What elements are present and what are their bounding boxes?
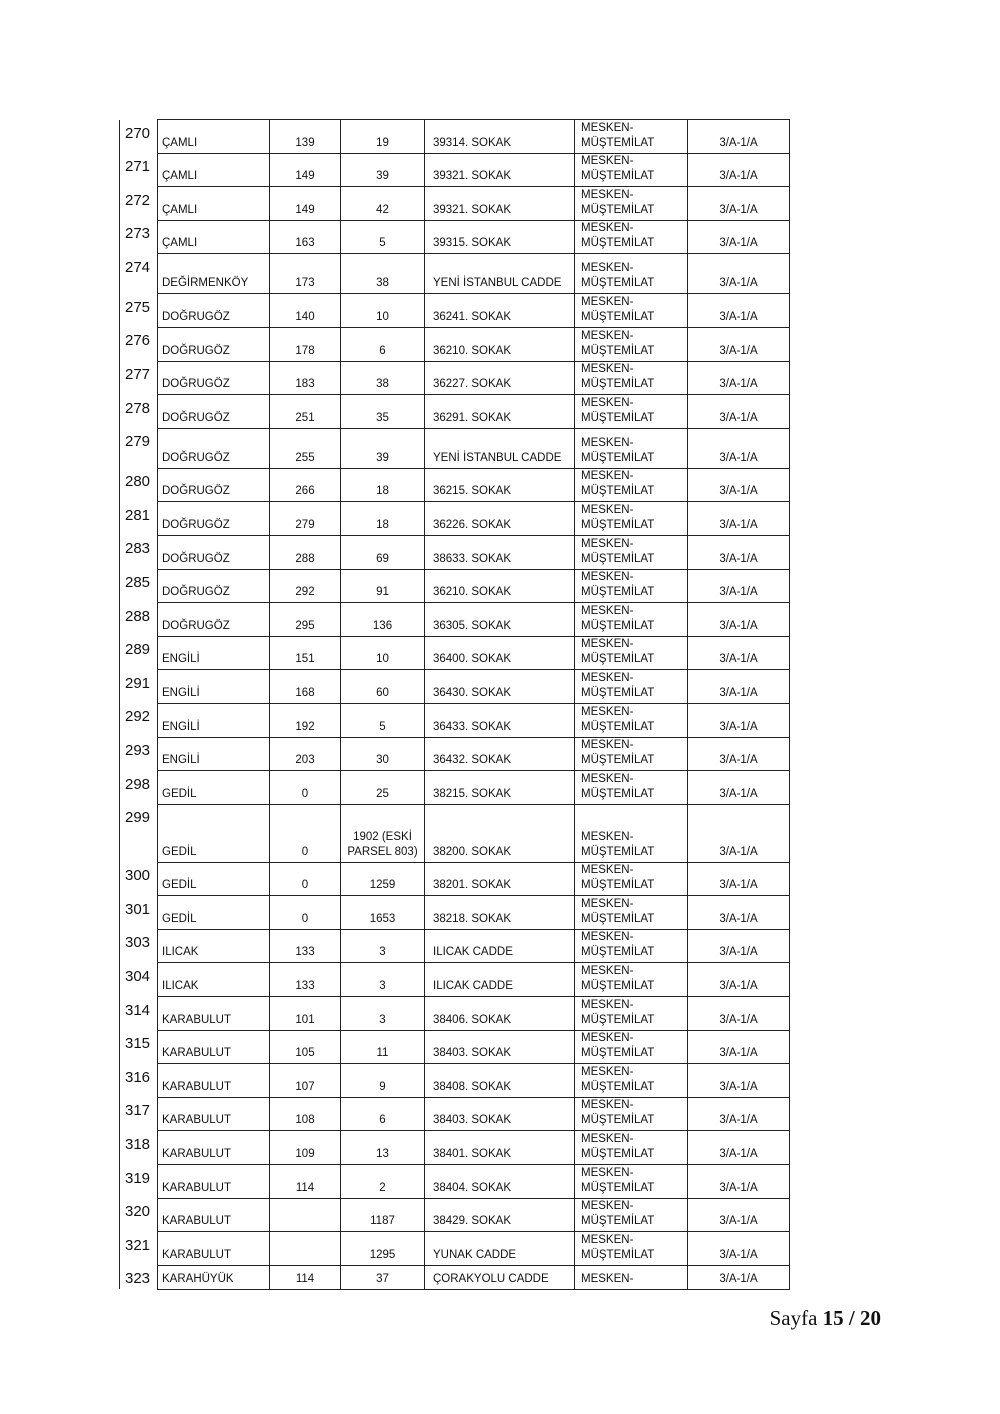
block-number-cell: 178	[270, 327, 341, 361]
building-class-cell: 3/A-1/A	[688, 963, 790, 997]
neighborhood-cell: ENGİLİ	[158, 636, 270, 670]
neighborhood-cell: KARABULUT	[158, 1030, 270, 1064]
property-type-cell: MESKEN- MÜŞTEMİLAT	[575, 929, 688, 963]
block-number-cell: 292	[270, 569, 341, 603]
building-class-cell: 3/A-1/A	[688, 997, 790, 1031]
street-cell: 38406. SOKAK	[425, 997, 575, 1031]
building-class-cell: 3/A-1/A	[688, 1265, 790, 1289]
table-row	[120, 603, 790, 637]
row-number: 314	[120, 997, 158, 1031]
table-row	[120, 896, 790, 930]
block-number-cell	[270, 1232, 341, 1266]
neighborhood-cell: DEĞİRMENKÖY	[158, 254, 270, 294]
building-class-cell: 3/A-1/A	[688, 1131, 790, 1165]
block-number-cell	[270, 1198, 341, 1232]
neighborhood-cell: ENGİLİ	[158, 703, 270, 737]
street-cell: 36430. SOKAK	[425, 670, 575, 704]
table-row	[120, 428, 790, 468]
parcel-number-cell: 37	[341, 1265, 425, 1289]
parcel-number-cell: 2	[341, 1165, 425, 1199]
building-class-cell: 3/A-1/A	[688, 187, 790, 221]
street-cell: 38403. SOKAK	[425, 1097, 575, 1131]
page-label: Sayfa	[769, 1306, 818, 1330]
property-type-cell: MESKEN- MÜŞTEMİLAT	[575, 294, 688, 328]
neighborhood-cell: ILICAK	[158, 929, 270, 963]
street-cell: YENİ İSTANBUL CADDE	[425, 254, 575, 294]
table-row	[120, 1030, 790, 1064]
block-number-cell: 0	[270, 862, 341, 896]
property-type-cell: MESKEN- MÜŞTEMİLAT	[575, 603, 688, 637]
row-number: 301	[120, 896, 158, 930]
row-number: 304	[120, 963, 158, 997]
property-type-cell: MESKEN- MÜŞTEMİLAT	[575, 535, 688, 569]
property-type-cell: MESKEN- MÜŞTEMİLAT	[575, 428, 688, 468]
property-type-cell: MESKEN- MÜŞTEMİLAT	[575, 963, 688, 997]
row-number: 289	[120, 636, 158, 670]
building-class-cell: 3/A-1/A	[688, 468, 790, 502]
building-class-cell: 3/A-1/A	[688, 1232, 790, 1266]
row-number: 281	[120, 502, 158, 536]
page-separator: /	[848, 1306, 855, 1330]
row-number: 317	[120, 1097, 158, 1131]
table-row	[120, 1131, 790, 1165]
building-class-cell: 3/A-1/A	[688, 428, 790, 468]
parcel-number-cell: 35	[341, 395, 425, 429]
parcel-number-cell: 39	[341, 428, 425, 468]
property-type-cell: MESKEN- MÜŞTEMİLAT	[575, 395, 688, 429]
row-number: 319	[120, 1165, 158, 1199]
street-cell: 39315. SOKAK	[425, 220, 575, 254]
neighborhood-cell: ÇAMLI	[158, 187, 270, 221]
block-number-cell: 140	[270, 294, 341, 328]
block-number-cell: 168	[270, 670, 341, 704]
row-number: 300	[120, 862, 158, 896]
parcel-number-cell: 136	[341, 603, 425, 637]
neighborhood-cell: ENGİLİ	[158, 737, 270, 771]
property-type-cell: MESKEN- MÜŞTEMİLAT	[575, 636, 688, 670]
street-cell: 38218. SOKAK	[425, 896, 575, 930]
neighborhood-cell: DOĞRUGÖZ	[158, 327, 270, 361]
building-class-cell: 3/A-1/A	[688, 703, 790, 737]
building-class-cell: 3/A-1/A	[688, 327, 790, 361]
neighborhood-cell: KARABULUT	[158, 1064, 270, 1098]
street-cell: 38215. SOKAK	[425, 771, 575, 805]
parcel-number-cell: 10	[341, 636, 425, 670]
property-type-cell: MESKEN- MÜŞTEMİLAT	[575, 327, 688, 361]
property-type-cell: MESKEN- MÜŞTEMİLAT	[575, 361, 688, 395]
parcel-number-cell: 19	[341, 120, 425, 154]
street-cell: 36291. SOKAK	[425, 395, 575, 429]
street-cell: ÇORAKYOLU CADDE	[425, 1265, 575, 1289]
table-row	[120, 569, 790, 603]
row-number: 271	[120, 153, 158, 187]
neighborhood-cell: ÇAMLI	[158, 220, 270, 254]
neighborhood-cell: KARABULUT	[158, 997, 270, 1031]
row-number: 293	[120, 737, 158, 771]
row-number: 303	[120, 929, 158, 963]
table-row	[120, 187, 790, 221]
row-number: 272	[120, 187, 158, 221]
table-body	[120, 120, 790, 1290]
block-number-cell: 133	[270, 963, 341, 997]
neighborhood-cell: GEDİL	[158, 862, 270, 896]
neighborhood-cell: ÇAMLI	[158, 120, 270, 154]
block-number-cell: 108	[270, 1097, 341, 1131]
parcel-number-cell: 10	[341, 294, 425, 328]
table-row	[120, 636, 790, 670]
block-number-cell: 133	[270, 929, 341, 963]
building-class-cell: 3/A-1/A	[688, 153, 790, 187]
building-class-cell: 3/A-1/A	[688, 1198, 790, 1232]
street-cell: 38633. SOKAK	[425, 535, 575, 569]
row-number: 321	[120, 1232, 158, 1266]
parcel-number-cell: 1187	[341, 1198, 425, 1232]
block-number-cell: 279	[270, 502, 341, 536]
row-number: 285	[120, 569, 158, 603]
block-number-cell: 0	[270, 771, 341, 805]
building-class-cell: 3/A-1/A	[688, 636, 790, 670]
table-row	[120, 1064, 790, 1098]
row-number: 283	[120, 535, 158, 569]
block-number-cell: 203	[270, 737, 341, 771]
parcel-number-cell: 60	[341, 670, 425, 704]
block-number-cell: 0	[270, 804, 341, 862]
building-class-cell: 3/A-1/A	[688, 1064, 790, 1098]
street-cell: 38200. SOKAK	[425, 804, 575, 862]
table-row	[120, 468, 790, 502]
parcel-number-cell: 18	[341, 468, 425, 502]
table-row	[120, 771, 790, 805]
street-cell: ILICAK CADDE	[425, 963, 575, 997]
table-row	[120, 703, 790, 737]
row-number: 315	[120, 1030, 158, 1064]
building-class-cell: 3/A-1/A	[688, 395, 790, 429]
row-number: 275	[120, 294, 158, 328]
table-row	[120, 153, 790, 187]
table-row	[120, 502, 790, 536]
block-number-cell: 251	[270, 395, 341, 429]
property-type-cell: MESKEN- MÜŞTEMİLAT	[575, 1030, 688, 1064]
block-number-cell: 109	[270, 1131, 341, 1165]
row-number: 292	[120, 703, 158, 737]
parcel-number-cell: 13	[341, 1131, 425, 1165]
street-cell: 36227. SOKAK	[425, 361, 575, 395]
page-footer	[770, 1306, 881, 1331]
street-cell: YENİ İSTANBUL CADDE	[425, 428, 575, 468]
property-type-cell: MESKEN- MÜŞTEMİLAT	[575, 737, 688, 771]
row-number: 299	[120, 804, 158, 862]
table-row	[120, 327, 790, 361]
parcel-number-cell: 69	[341, 535, 425, 569]
building-class-cell: 3/A-1/A	[688, 535, 790, 569]
property-type-cell: MESKEN- MÜŞTEMİLAT	[575, 120, 688, 154]
row-number: 298	[120, 771, 158, 805]
parcel-number-cell: 1295	[341, 1232, 425, 1266]
block-number-cell: 105	[270, 1030, 341, 1064]
property-type-cell: MESKEN- MÜŞTEMİLAT	[575, 569, 688, 603]
property-type-cell: MESKEN- MÜŞTEMİLAT	[575, 862, 688, 896]
table-row	[120, 963, 790, 997]
property-type-cell: MESKEN- MÜŞTEMİLAT	[575, 502, 688, 536]
neighborhood-cell: KARABULUT	[158, 1198, 270, 1232]
street-cell: 36432. SOKAK	[425, 737, 575, 771]
table-row	[120, 361, 790, 395]
row-number: 279	[120, 428, 158, 468]
parcel-number-cell: 6	[341, 327, 425, 361]
parcel-number-cell: 11	[341, 1030, 425, 1064]
block-number-cell: 107	[270, 1064, 341, 1098]
row-number: 288	[120, 603, 158, 637]
neighborhood-cell: DOĞRUGÖZ	[158, 569, 270, 603]
row-number: 277	[120, 361, 158, 395]
block-number-cell: 139	[270, 120, 341, 154]
neighborhood-cell: KARABULUT	[158, 1097, 270, 1131]
street-cell: 36226. SOKAK	[425, 502, 575, 536]
property-type-cell: MESKEN- MÜŞTEMİLAT	[575, 804, 688, 862]
street-cell: 38201. SOKAK	[425, 862, 575, 896]
block-number-cell: 0	[270, 896, 341, 930]
parcel-number-cell: 5	[341, 220, 425, 254]
property-type-cell: MESKEN- MÜŞTEMİLAT	[575, 771, 688, 805]
parcel-number-cell: 91	[341, 569, 425, 603]
street-cell: 36210. SOKAK	[425, 569, 575, 603]
property-type-cell: MESKEN- MÜŞTEMİLAT	[575, 1165, 688, 1199]
table-row	[120, 929, 790, 963]
neighborhood-cell: DOĞRUGÖZ	[158, 502, 270, 536]
street-cell: 39321. SOKAK	[425, 153, 575, 187]
building-class-cell: 3/A-1/A	[688, 569, 790, 603]
property-type-cell: MESKEN- MÜŞTEMİLAT	[575, 153, 688, 187]
block-number-cell: 163	[270, 220, 341, 254]
neighborhood-cell: KARABULUT	[158, 1232, 270, 1266]
property-type-cell: MESKEN- MÜŞTEMİLAT	[575, 1131, 688, 1165]
block-number-cell: 192	[270, 703, 341, 737]
street-cell: YUNAK CADDE	[425, 1232, 575, 1266]
parcel-number-cell: 6	[341, 1097, 425, 1131]
row-number: 270	[120, 120, 158, 154]
parcel-number-cell: 1902 (ESKİ PARSEL 803)	[341, 804, 425, 862]
neighborhood-cell: DOĞRUGÖZ	[158, 468, 270, 502]
street-cell: 38408. SOKAK	[425, 1064, 575, 1098]
block-number-cell: 255	[270, 428, 341, 468]
neighborhood-cell: KARABULUT	[158, 1131, 270, 1165]
neighborhood-cell: GEDİL	[158, 771, 270, 805]
parcel-number-cell: 38	[341, 361, 425, 395]
street-cell: 38401. SOKAK	[425, 1131, 575, 1165]
street-cell: 39321. SOKAK	[425, 187, 575, 221]
neighborhood-cell: KARAHÜYÜK	[158, 1265, 270, 1289]
building-class-cell: 3/A-1/A	[688, 737, 790, 771]
street-cell: 36215. SOKAK	[425, 468, 575, 502]
parcel-number-cell: 1259	[341, 862, 425, 896]
row-number: 320	[120, 1198, 158, 1232]
table-row	[120, 395, 790, 429]
property-table	[119, 119, 790, 1290]
parcel-number-cell: 38	[341, 254, 425, 294]
neighborhood-cell: DOĞRUGÖZ	[158, 361, 270, 395]
neighborhood-cell: ÇAMLI	[158, 153, 270, 187]
block-number-cell: 173	[270, 254, 341, 294]
property-type-cell: MESKEN- MÜŞTEMİLAT	[575, 1232, 688, 1266]
neighborhood-cell: KARABULUT	[158, 1165, 270, 1199]
table-row	[120, 254, 790, 294]
neighborhood-cell: DOĞRUGÖZ	[158, 603, 270, 637]
building-class-cell: 3/A-1/A	[688, 502, 790, 536]
block-number-cell: 149	[270, 153, 341, 187]
street-cell: 36210. SOKAK	[425, 327, 575, 361]
block-number-cell: 151	[270, 636, 341, 670]
building-class-cell: 3/A-1/A	[688, 804, 790, 862]
property-type-cell: MESKEN- MÜŞTEMİLAT	[575, 187, 688, 221]
street-cell: 36305. SOKAK	[425, 603, 575, 637]
current-page-number: 15	[822, 1306, 844, 1330]
property-type-cell: MESKEN- MÜŞTEMİLAT	[575, 1064, 688, 1098]
parcel-number-cell: 3	[341, 963, 425, 997]
parcel-number-cell: 25	[341, 771, 425, 805]
row-number: 278	[120, 395, 158, 429]
parcel-number-cell: 9	[341, 1064, 425, 1098]
table-row	[120, 1265, 790, 1289]
street-cell: 38403. SOKAK	[425, 1030, 575, 1064]
street-cell: 36241. SOKAK	[425, 294, 575, 328]
neighborhood-cell: ILICAK	[158, 963, 270, 997]
block-number-cell: 266	[270, 468, 341, 502]
neighborhood-cell: ENGİLİ	[158, 670, 270, 704]
building-class-cell: 3/A-1/A	[688, 1097, 790, 1131]
building-class-cell: 3/A-1/A	[688, 862, 790, 896]
table-row	[120, 535, 790, 569]
property-type-cell: MESKEN- MÜŞTEMİLAT	[575, 997, 688, 1031]
block-number-cell: 295	[270, 603, 341, 637]
building-class-cell: 3/A-1/A	[688, 1030, 790, 1064]
block-number-cell: 288	[270, 535, 341, 569]
table-row	[120, 1165, 790, 1199]
street-cell: 36433. SOKAK	[425, 703, 575, 737]
parcel-number-cell: 39	[341, 153, 425, 187]
building-class-cell: 3/A-1/A	[688, 1165, 790, 1199]
property-type-cell: MESKEN- MÜŞTEMİLAT	[575, 1097, 688, 1131]
parcel-number-cell: 5	[341, 703, 425, 737]
street-cell: 39314. SOKAK	[425, 120, 575, 154]
property-type-cell: MESKEN-	[575, 1265, 688, 1289]
property-type-cell: MESKEN- MÜŞTEMİLAT	[575, 254, 688, 294]
block-number-cell: 114	[270, 1265, 341, 1289]
street-cell: ILICAK CADDE	[425, 929, 575, 963]
neighborhood-cell: DOĞRUGÖZ	[158, 428, 270, 468]
building-class-cell: 3/A-1/A	[688, 361, 790, 395]
neighborhood-cell: DOĞRUGÖZ	[158, 294, 270, 328]
row-number: 318	[120, 1131, 158, 1165]
property-type-cell: MESKEN- MÜŞTEMİLAT	[575, 1198, 688, 1232]
building-class-cell: 3/A-1/A	[688, 929, 790, 963]
table-row	[120, 220, 790, 254]
neighborhood-cell: GEDİL	[158, 896, 270, 930]
parcel-number-cell: 30	[341, 737, 425, 771]
row-number: 291	[120, 670, 158, 704]
property-type-cell: MESKEN- MÜŞTEMİLAT	[575, 670, 688, 704]
table-row	[120, 120, 790, 154]
block-number-cell: 101	[270, 997, 341, 1031]
table-row	[120, 804, 790, 862]
property-type-cell: MESKEN- MÜŞTEMİLAT	[575, 220, 688, 254]
building-class-cell: 3/A-1/A	[688, 120, 790, 154]
table-row	[120, 294, 790, 328]
row-number: 276	[120, 327, 158, 361]
building-class-cell: 3/A-1/A	[688, 254, 790, 294]
table-row	[120, 737, 790, 771]
table-row	[120, 670, 790, 704]
neighborhood-cell: DOĞRUGÖZ	[158, 535, 270, 569]
street-cell: 38404. SOKAK	[425, 1165, 575, 1199]
row-number: 323	[120, 1265, 158, 1289]
property-type-cell: MESKEN- MÜŞTEMİLAT	[575, 468, 688, 502]
row-number: 273	[120, 220, 158, 254]
parcel-number-cell: 3	[341, 929, 425, 963]
building-class-cell: 3/A-1/A	[688, 603, 790, 637]
parcel-number-cell: 3	[341, 997, 425, 1031]
row-number: 274	[120, 254, 158, 294]
street-cell: 36400. SOKAK	[425, 636, 575, 670]
total-page-count: 20	[860, 1306, 881, 1330]
parcel-number-cell: 1653	[341, 896, 425, 930]
building-class-cell: 3/A-1/A	[688, 670, 790, 704]
building-class-cell: 3/A-1/A	[688, 771, 790, 805]
parcel-number-cell: 18	[341, 502, 425, 536]
block-number-cell: 114	[270, 1165, 341, 1199]
neighborhood-cell: GEDİL	[158, 804, 270, 862]
table-row	[120, 1198, 790, 1232]
row-number: 280	[120, 468, 158, 502]
table-row	[120, 1232, 790, 1266]
block-number-cell: 149	[270, 187, 341, 221]
building-class-cell: 3/A-1/A	[688, 220, 790, 254]
table-row	[120, 862, 790, 896]
block-number-cell: 183	[270, 361, 341, 395]
row-number: 316	[120, 1064, 158, 1098]
parcel-number-cell: 42	[341, 187, 425, 221]
property-type-cell: MESKEN- MÜŞTEMİLAT	[575, 896, 688, 930]
building-class-cell: 3/A-1/A	[688, 294, 790, 328]
building-class-cell: 3/A-1/A	[688, 896, 790, 930]
street-cell: 38429. SOKAK	[425, 1198, 575, 1232]
table-row	[120, 1097, 790, 1131]
table-row	[120, 997, 790, 1031]
property-type-cell: MESKEN- MÜŞTEMİLAT	[575, 703, 688, 737]
neighborhood-cell: DOĞRUGÖZ	[158, 395, 270, 429]
